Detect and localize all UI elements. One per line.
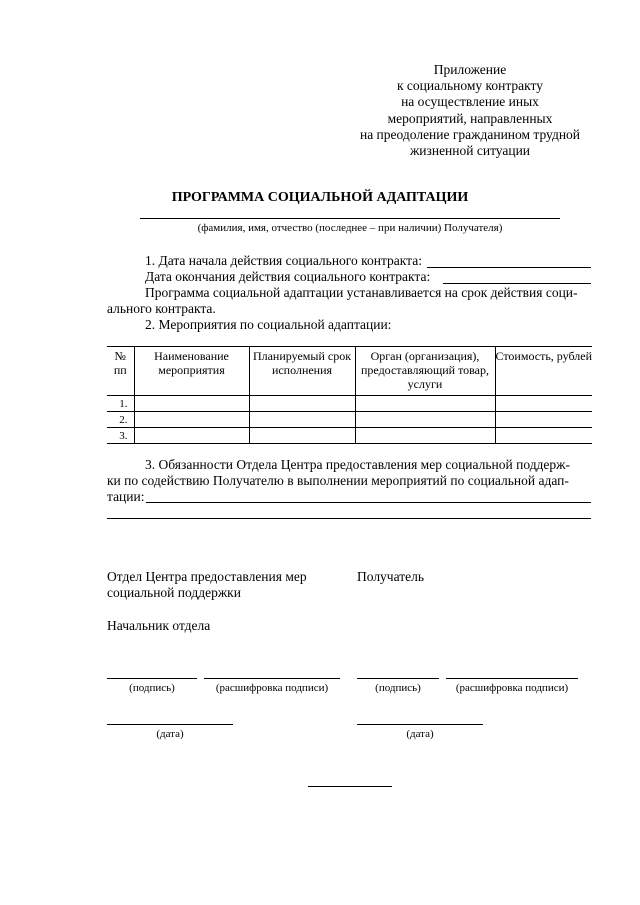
annex-line: Приложение xyxy=(433,62,507,77)
duties-field-line1[interactable] xyxy=(146,502,591,503)
recipient-name-line[interactable] xyxy=(140,218,560,219)
column-header-term: Планируемый срок исполнения xyxy=(249,347,355,396)
duties-field-line2[interactable] xyxy=(107,518,591,519)
program-term-line1: Программа социальной адаптации устанавливается на срок действия соци- xyxy=(145,285,578,300)
annex-line: мероприятий, направленных xyxy=(387,110,553,126)
closing-divider xyxy=(308,786,392,787)
table-row xyxy=(107,396,592,412)
section3-line2: ки по содействию Получателю в выполнении мероприятий по социальной адап- xyxy=(107,473,569,488)
section2-heading: 2. Мероприятия по социальной адаптации: xyxy=(145,317,392,332)
department-line2: социальной поддержки xyxy=(107,585,241,600)
recipient-caption: (фамилия, имя, отчество (последнее – при наличии) Получателя) xyxy=(197,222,503,234)
document-title: ПРОГРАММА СОЦИАЛЬНОЙ АДАПТАЦИИ xyxy=(171,190,469,205)
column-header-organization: Орган (организация), предоставляющий товар, услуги xyxy=(355,347,495,396)
row-number: 3. xyxy=(107,428,134,444)
annex-line: на осуществление иных xyxy=(401,94,539,110)
end-date-label: Дата окончания действия социального контракта: xyxy=(145,269,431,284)
term-cell[interactable] xyxy=(249,412,355,428)
recipient-date-field[interactable] xyxy=(357,724,483,725)
head-of-department-label: Начальник отдела xyxy=(107,618,211,633)
activity-cell[interactable] xyxy=(134,396,249,412)
head-decode-field[interactable] xyxy=(204,678,340,679)
cost-cell[interactable] xyxy=(495,428,592,444)
annex-block xyxy=(340,62,600,159)
cost-cell[interactable] xyxy=(495,412,592,428)
organization-cell[interactable] xyxy=(355,412,495,428)
section3-line1: 3. Обязанности Отдела Центра предоставления мер социальной поддерж- xyxy=(145,457,570,472)
annex-line: на преодоление гражданином трудной xyxy=(359,126,581,142)
row-number: 2. xyxy=(107,412,134,428)
row-number: 1. xyxy=(107,396,134,412)
head-date-caption: (дата) xyxy=(156,728,184,740)
recipient-signature-field[interactable] xyxy=(357,678,439,679)
table-header-row xyxy=(107,347,592,396)
annex-line: жизненной ситуации xyxy=(409,143,531,159)
organization-cell[interactable] xyxy=(355,428,495,444)
activity-cell[interactable] xyxy=(134,412,249,428)
section3-line3: тации: xyxy=(107,489,145,504)
recipient-decode-field[interactable] xyxy=(446,678,578,679)
department-line1: Отдел Центра предоставления мер xyxy=(107,569,307,584)
head-signature-caption: (подпись) xyxy=(129,682,175,694)
recipient-label: Получатель xyxy=(357,569,425,584)
head-decode-caption: (расшифровка подписи) xyxy=(215,682,329,694)
start-date-label: 1. Дата начала действия социального контракта: xyxy=(145,253,422,268)
column-header-cost: Стоимость, рублей xyxy=(495,347,592,396)
cost-cell[interactable] xyxy=(495,396,592,412)
activities-table xyxy=(107,346,592,444)
recipient-decode-caption: (расшифровка подписи) xyxy=(455,682,569,694)
head-date-field[interactable] xyxy=(107,724,233,725)
activity-cell[interactable] xyxy=(134,428,249,444)
column-header-activity: Наименование мероприятия xyxy=(134,347,249,396)
start-date-field[interactable] xyxy=(427,267,591,268)
table-row xyxy=(107,428,592,444)
organization-cell[interactable] xyxy=(355,396,495,412)
annex-line: к социальному контракту xyxy=(396,78,544,94)
recipient-date-caption: (дата) xyxy=(406,728,434,740)
term-cell[interactable] xyxy=(249,428,355,444)
recipient-signature-caption: (подпись) xyxy=(375,682,421,694)
end-date-field[interactable] xyxy=(443,283,591,284)
term-cell[interactable] xyxy=(249,396,355,412)
column-header-number: № пп xyxy=(107,347,134,396)
table-row xyxy=(107,412,592,428)
head-signature-field[interactable] xyxy=(107,678,197,679)
program-term-line2: ального контракта. xyxy=(107,301,216,316)
